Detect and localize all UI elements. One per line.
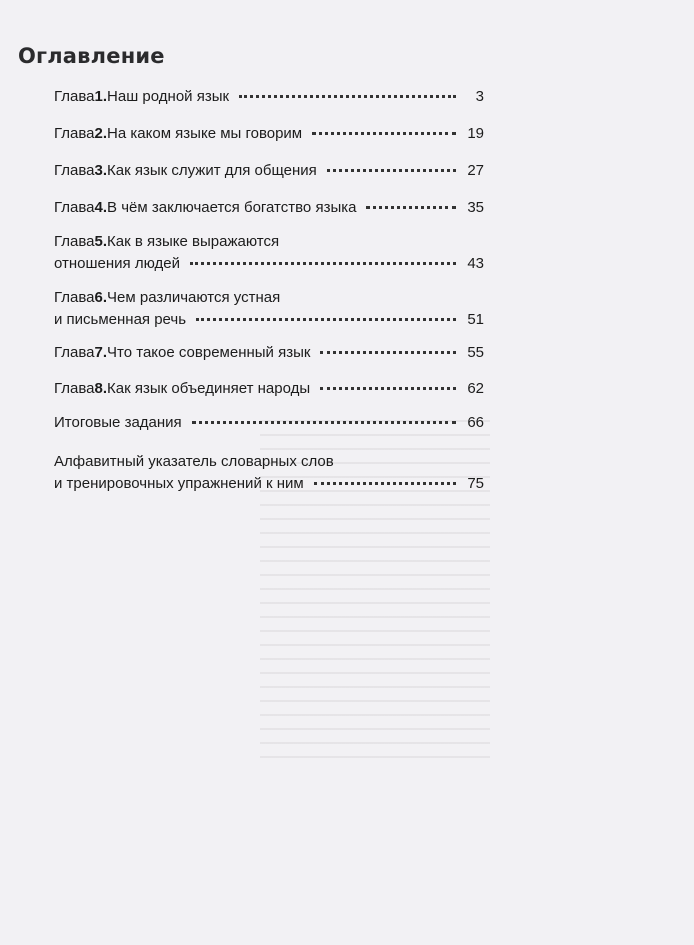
chapter-number: 6. [94, 289, 108, 306]
leader-dots [314, 482, 456, 485]
page-number: 3 [475, 88, 484, 105]
entry-title: Как язык служит для общения [107, 162, 317, 179]
page-number: 19 [467, 125, 484, 142]
toc-entry-chapter-2 [54, 123, 484, 145]
entry-title: Как в языке выражаются [107, 233, 280, 250]
leader-dots [190, 262, 456, 265]
leader-dots [320, 387, 456, 390]
entry-prefix: Глава [54, 289, 95, 306]
entry-title: Итоговые задания [54, 414, 182, 431]
chapter-number: 1. [94, 88, 108, 105]
page-title: Оглавление [18, 44, 165, 68]
entry-title: На каком языке мы говорим [107, 125, 303, 142]
page-number: 62 [467, 380, 484, 397]
toc-entry-chapter-5 [54, 231, 484, 275]
entry-prefix: Глава [54, 344, 95, 361]
leader-dots [320, 351, 456, 354]
entry-title-continued: и тренировочных упражнений к ним [54, 475, 304, 492]
entry-title: Как язык объединяет народы [107, 380, 311, 397]
page-number: 66 [467, 414, 484, 431]
toc-entry-chapter-4 [54, 197, 484, 219]
toc-entry-alphabetical-index [54, 451, 484, 495]
toc-entry-chapter-3 [54, 160, 484, 182]
leader-dots [196, 318, 456, 321]
chapter-number: 4. [94, 199, 108, 216]
chapter-number: 7. [94, 344, 108, 361]
entry-prefix: Глава [54, 199, 95, 216]
page-number: 35 [467, 199, 484, 216]
entry-prefix: Глава [54, 380, 95, 397]
toc-entry-chapter-7 [54, 342, 484, 364]
page-number: 27 [467, 162, 484, 179]
leader-dots [312, 132, 456, 135]
entry-prefix: Глава [54, 125, 95, 142]
toc-entry-chapter-1 [54, 86, 484, 108]
page-number: 55 [467, 344, 484, 361]
leader-dots [327, 169, 456, 172]
entry-title: Что такое современный язык [107, 344, 311, 361]
chapter-number: 3. [94, 162, 108, 179]
leader-dots [366, 206, 456, 209]
toc-entry-final-tasks [54, 412, 484, 434]
entry-prefix: Глава [54, 233, 95, 250]
entry-title: Чем различаются устная [107, 289, 281, 306]
toc-entry-chapter-6 [54, 287, 484, 331]
entry-prefix: Глава [54, 88, 95, 105]
toc-entry-chapter-8 [54, 378, 484, 400]
page-number: 51 [467, 311, 484, 328]
chapter-number: 5. [94, 233, 108, 250]
page-number: 43 [467, 255, 484, 272]
chapter-number: 8. [94, 380, 108, 397]
entry-title-continued: отношения людей [54, 255, 180, 272]
entry-title: Алфавитный указатель словарных слов [54, 453, 334, 470]
entry-title-continued: и письменная речь [54, 311, 187, 328]
entry-title: В чём заключается богатство языка [107, 199, 357, 216]
chapter-number: 2. [94, 125, 108, 142]
leader-dots [192, 421, 456, 424]
leader-dots [239, 95, 456, 98]
entry-prefix: Глава [54, 162, 95, 179]
entry-title: Наш родной язык [107, 88, 230, 105]
page-number: 75 [467, 475, 484, 492]
